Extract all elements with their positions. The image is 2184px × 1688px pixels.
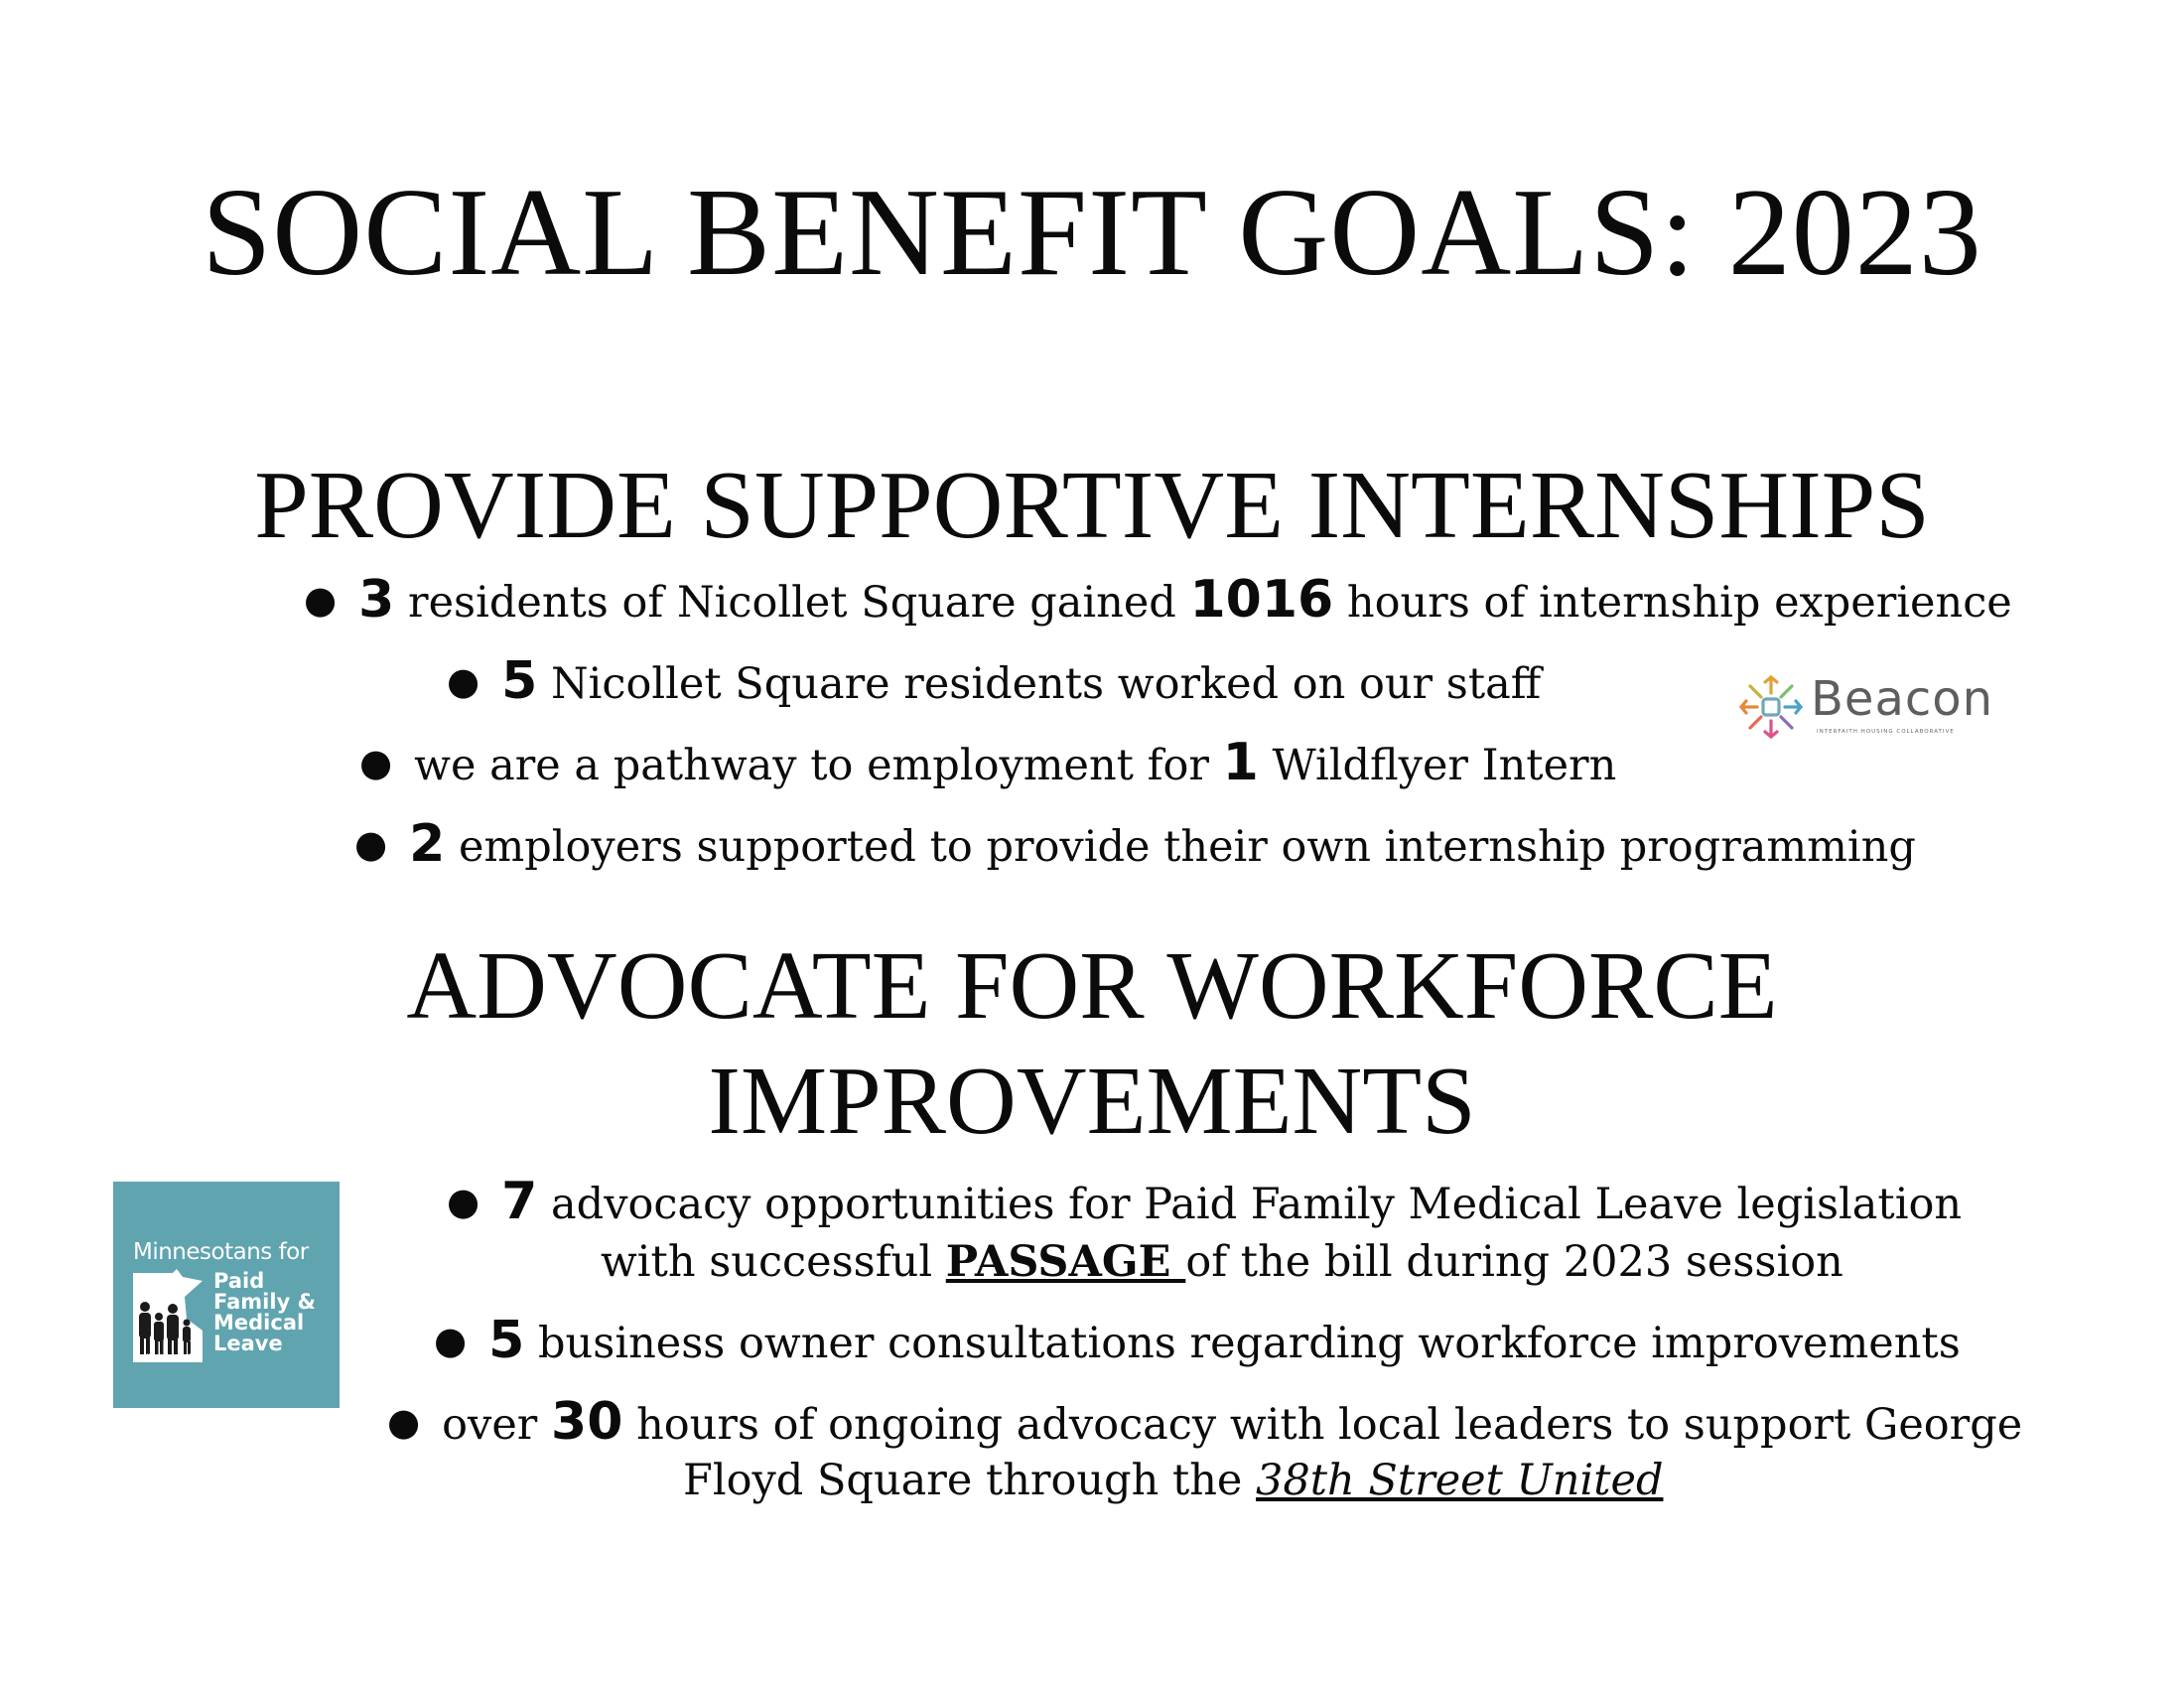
bullet-dot: ● [434, 1319, 468, 1362]
bullet-dot: ● [447, 659, 480, 703]
pfml-hashtag: #PaidLeaveMN [145, 1352, 198, 1360]
stat-text: over [442, 1400, 552, 1450]
stat-text: Wildflyer Intern [1258, 741, 1617, 790]
stat-text: we are a pathway to employment for [414, 741, 1223, 790]
minnesota-family-icon [127, 1267, 214, 1366]
pfml-logo [113, 1182, 340, 1408]
stat-number: 3 [358, 570, 395, 630]
stat-number: 5 [488, 1311, 525, 1370]
passage-emphasis: PASSAGE [945, 1237, 1186, 1287]
stat-number: 1016 [1189, 570, 1334, 630]
stat-number: 5 [501, 651, 538, 711]
internship-item-2 [447, 651, 1542, 711]
page-title: SOCIAL BENEFIT GOALS: 2023 [202, 164, 1982, 302]
beacon-logo [1737, 671, 2011, 743]
pfml-line-paid: Paid [213, 1269, 265, 1293]
advocacy-heading-line1: ADVOCATE FOR WORKFORCE [406, 932, 1778, 1040]
advocacy-item-1 [447, 1172, 1963, 1231]
advocacy-heading-line2: IMPROVEMENTS [708, 1047, 1476, 1155]
advocacy-heading [0, 929, 2184, 1159]
stat-text: with successful [601, 1237, 946, 1287]
stat-text: of the bill during 2023 session [1185, 1237, 1843, 1287]
stat-number: 7 [501, 1172, 538, 1231]
bullet-dot: ● [387, 1400, 421, 1444]
internships-heading: PROVIDE SUPPORTIVE INTERNSHIPS [254, 452, 1930, 559]
beacon-tagline: INTERFAITH HOUSING COLLABORATIVE [1817, 729, 1955, 735]
stat-text: hours of internship experience [1333, 578, 2012, 628]
advocacy-item-3 [387, 1392, 2023, 1452]
pfml-logo-name [213, 1271, 316, 1354]
advocacy-item-3-continued [683, 1456, 1664, 1505]
38th-street-united-link[interactable]: 38th Street United [1256, 1456, 1664, 1505]
stat-text: business owner consultations regarding workforce improvements [524, 1319, 1961, 1368]
bullet-dot: ● [359, 741, 393, 784]
stat-text: employers supported to provide their own internship programming [445, 822, 1916, 872]
stat-text: hours of ongoing advocacy with local leaders to support George [622, 1400, 2023, 1450]
advocacy-item-1-continued [601, 1237, 1843, 1287]
stat-text: advocacy opportunities for Paid Family Medical Leave legislation [537, 1180, 1963, 1229]
bullet-dot: ● [304, 578, 338, 622]
beacon-wordmark: Beacon [1811, 671, 1994, 727]
stat-text: Nicollet Square residents worked on our staff [537, 659, 1542, 709]
bullet-dot: ● [447, 1180, 480, 1223]
stat-text: residents of Nicollet Square gained [394, 578, 1190, 628]
bullet-dot: ● [354, 822, 388, 866]
pfml-line-leave: Leave [213, 1332, 283, 1355]
beacon-star-icon [1737, 673, 1805, 741]
stat-number: 2 [409, 814, 446, 874]
pfml-line-medical: Medical [213, 1311, 305, 1335]
stat-number: 30 [551, 1392, 623, 1452]
pfml-line-family: Family & [213, 1290, 316, 1314]
internship-item-4 [354, 814, 1916, 874]
stat-text: Floyd Square through the [683, 1456, 1257, 1505]
internship-item-3 [359, 733, 1617, 792]
stat-number: 1 [1222, 733, 1259, 792]
pfml-logo-top-text: Minnesotans for [133, 1239, 309, 1265]
advocacy-item-2 [434, 1311, 1961, 1370]
internship-item-1 [304, 570, 2012, 630]
